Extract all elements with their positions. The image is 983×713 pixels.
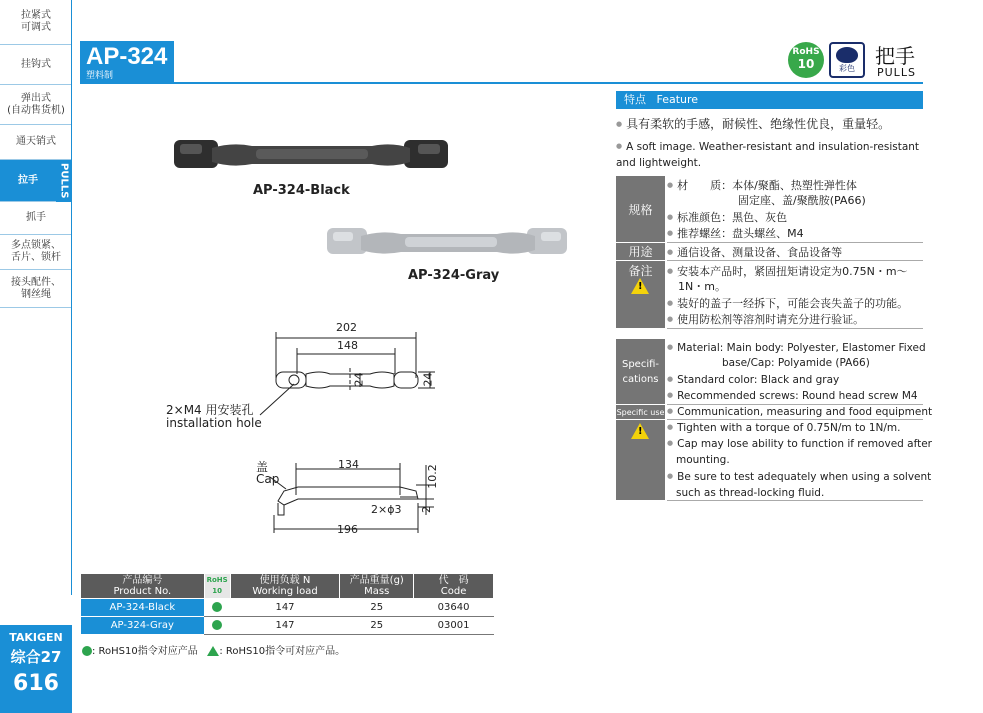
- col-label: Mass: [364, 586, 390, 597]
- col-load: [230, 574, 340, 599]
- spec-material-cn-2: 固定座、盖/聚酰胺(PA66): [738, 194, 866, 207]
- category-subtitle: PULLS: [877, 66, 916, 79]
- black-handle-image: [172, 136, 450, 172]
- sidebar-item-pulls[interactable]: [0, 160, 56, 202]
- col-code: [414, 574, 494, 599]
- page-title: AP-324: [86, 43, 168, 70]
- spec-label-en-1: Specifi-: [621, 358, 660, 370]
- feature-cn: ● 具有柔软的手感，耐候性、绝缘性优良，重量轻。: [616, 116, 890, 132]
- table-header-row: [81, 574, 494, 599]
- feature-en: ● A soft image. Weather-resistant and insulation-resistant and lightweight.: [616, 138, 924, 171]
- sidebar-item-label: 接头配件、 钢丝绳: [11, 276, 61, 300]
- note2b-en: mounting.: [676, 454, 730, 466]
- warning-mark: !: [638, 426, 643, 437]
- cell-mass: 25: [340, 599, 414, 617]
- palette-shape: [836, 47, 858, 63]
- col-label: 使用负载 N: [259, 575, 311, 586]
- warning-icon: [631, 423, 649, 439]
- sidebar-divider: [71, 0, 72, 595]
- divider: [667, 328, 923, 329]
- dim-148: 148: [337, 339, 358, 352]
- spec-label-cn: 规格: [616, 176, 665, 242]
- rohs-dot-icon: [212, 602, 222, 612]
- dim-196: 196: [337, 523, 358, 536]
- sidebar-item-label: 弹出式 (自动售货机): [7, 92, 65, 116]
- col-label: 产品重量(g): [349, 575, 404, 586]
- spec-label-en-2: cations: [622, 373, 659, 385]
- gray-handle-image: [325, 224, 570, 260]
- hole-label-en: installation hole: [166, 416, 262, 430]
- divider: [667, 242, 923, 243]
- cell-code: 03001: [414, 617, 494, 635]
- use-label-cn: 用途: [616, 243, 665, 260]
- cell-product-no: AP-324-Black: [81, 599, 205, 617]
- col-label: RoHS: [206, 576, 228, 584]
- cell-rohs: [204, 599, 230, 617]
- note1-cn: ● 安装本产品时，紧固扭矩请设定为0.75N・m～: [667, 263, 908, 280]
- sidebar-item-label: 拉紧式 可调式: [21, 10, 51, 33]
- legend-tri-text: : RoHS10指令可对应产品。: [219, 646, 346, 657]
- rohs-text: RoHS: [792, 47, 820, 57]
- black-product-caption: AP-324-Black: [253, 183, 350, 198]
- hole-label-cn: 2×M4 用安装孔: [166, 403, 254, 417]
- sidebar-item-pin[interactable]: [0, 125, 72, 160]
- note2-cn: ● 装好的盖子一经拆下，可能会丧失盖子的功能。: [667, 295, 908, 312]
- model-title-box: [80, 41, 174, 84]
- col-label: 产品编号: [122, 575, 163, 586]
- sidebar-item-grips[interactable]: [0, 202, 72, 235]
- dim-134: 134: [338, 458, 359, 471]
- note3b-en: such as thread-locking fluid.: [676, 487, 825, 499]
- sidebar-item-label: 拉手: [18, 174, 38, 186]
- dim-24-inner: 24: [352, 372, 366, 387]
- col-label: Working load: [252, 586, 318, 597]
- spec-color-cn: ● 标准颜色：黑色、灰色: [667, 209, 787, 226]
- cap-label-cn: 盖: [256, 460, 269, 474]
- palette-icon: [829, 42, 865, 78]
- spec-material-en: ● Material: Main body: Polyester, Elastomer Fixed: [667, 339, 926, 356]
- sidebar-item-hook[interactable]: [0, 45, 72, 85]
- spec-material-cn: ● 材 质：本体/聚酯、热塑性弹性体: [667, 177, 857, 194]
- spec-screw-cn: ● 推荐螺丝：盘头螺丝、M4: [667, 225, 804, 242]
- table-legend: [82, 642, 345, 657]
- sidebar-item-label: 通天销式: [16, 136, 56, 147]
- rohs-triangle-icon: [207, 646, 219, 656]
- material-subtitle: 塑料制: [86, 71, 114, 81]
- cell-load: 147: [230, 599, 340, 617]
- gray-product-caption: AP-324-Gray: [408, 268, 500, 283]
- brand-name: TAKIGEN: [9, 631, 63, 644]
- dim-202: 202: [336, 321, 357, 334]
- rohs-icon: [788, 42, 824, 78]
- col-mass: [340, 574, 414, 599]
- color-label: 彩色: [839, 64, 855, 73]
- table-row: [81, 599, 494, 617]
- note3-cn: ● 使用防松剂等溶剂时请充分进行验证。: [667, 311, 864, 328]
- cell-rohs: [204, 617, 230, 635]
- note3-en: ● Be sure to test adequately when using a solvent: [667, 468, 931, 485]
- warning-mark: !: [638, 281, 643, 292]
- header-divider: [174, 82, 923, 84]
- note2-en: ● Cap may lose ability to function if removed after: [667, 435, 932, 452]
- sidebar-item-label: 多点锁紧、 舌片、锁杆: [11, 240, 61, 263]
- cell-load: 147: [230, 617, 340, 635]
- note-label-cn: 备注: [616, 261, 665, 328]
- sidebar-item-label: 挂钩式: [21, 58, 51, 70]
- product-table: [80, 573, 494, 635]
- sidebar-item-joints[interactable]: [0, 270, 72, 308]
- cell-mass: 25: [340, 617, 414, 635]
- sidebar: [0, 0, 72, 713]
- catalog-name: 综合27: [10, 648, 62, 666]
- dim-2: 2: [420, 506, 433, 513]
- rohs-number: 10: [797, 57, 815, 71]
- spec-material-en-2: base/Cap: Polyamide (PA66): [722, 357, 870, 369]
- use-text-en: ● Communication, measuring and food equipment: [667, 403, 932, 420]
- sidebar-pulls-tab: PULLS: [56, 160, 72, 202]
- rohs-dot-icon: [212, 620, 222, 630]
- sidebar-item-tension[interactable]: [0, 0, 72, 45]
- col-rohs: [204, 574, 230, 599]
- spec-color-en: ● Standard color: Black and gray: [667, 371, 839, 388]
- use-label-en: Specific use: [616, 405, 665, 419]
- dim-10-2: 10.2: [425, 464, 439, 489]
- warning-icon: [631, 278, 649, 294]
- page-footer-badge: [0, 625, 72, 713]
- col-label: Code: [440, 586, 467, 597]
- note1-en: ● Tighten with a torque of 0.75N/m to 1N/m.: [667, 419, 901, 436]
- col-label: Product No.: [113, 586, 172, 597]
- spec-label-en: [616, 339, 665, 404]
- spec-screw-en: ● Recommended screws: Round head screw M4: [667, 387, 918, 404]
- feature-title-cn: 特点: [624, 93, 646, 106]
- dim-phi3: 2×ϕ3: [371, 503, 402, 516]
- sidebar-item-label: 抓手: [26, 212, 46, 223]
- category-title: 把手: [875, 44, 915, 68]
- col-label: 10: [212, 587, 223, 595]
- feature-header: [616, 91, 923, 109]
- col-label: 代 码: [438, 575, 469, 586]
- cell-product-no: AP-324-Gray: [81, 617, 205, 635]
- col-product-no: [81, 574, 205, 599]
- note1b-cn: 1N・m。: [678, 280, 726, 293]
- feature-title-en: Feature: [656, 93, 699, 106]
- use-text-cn: ● 通信设备、测量设备、食品设备等: [667, 244, 842, 261]
- sidebar-item-multipoint[interactable]: [0, 235, 72, 270]
- legend-dot-text: : RoHS10指令对应产品: [92, 646, 198, 657]
- cell-code: 03640: [414, 599, 494, 617]
- cap-label-en: Cap: [256, 472, 280, 486]
- sidebar-item-popup[interactable]: [0, 85, 72, 125]
- page-number: 616: [13, 671, 59, 696]
- rohs-dot-icon: [82, 646, 92, 656]
- table-row: [81, 617, 494, 635]
- dim-24-outer: 24: [421, 372, 435, 387]
